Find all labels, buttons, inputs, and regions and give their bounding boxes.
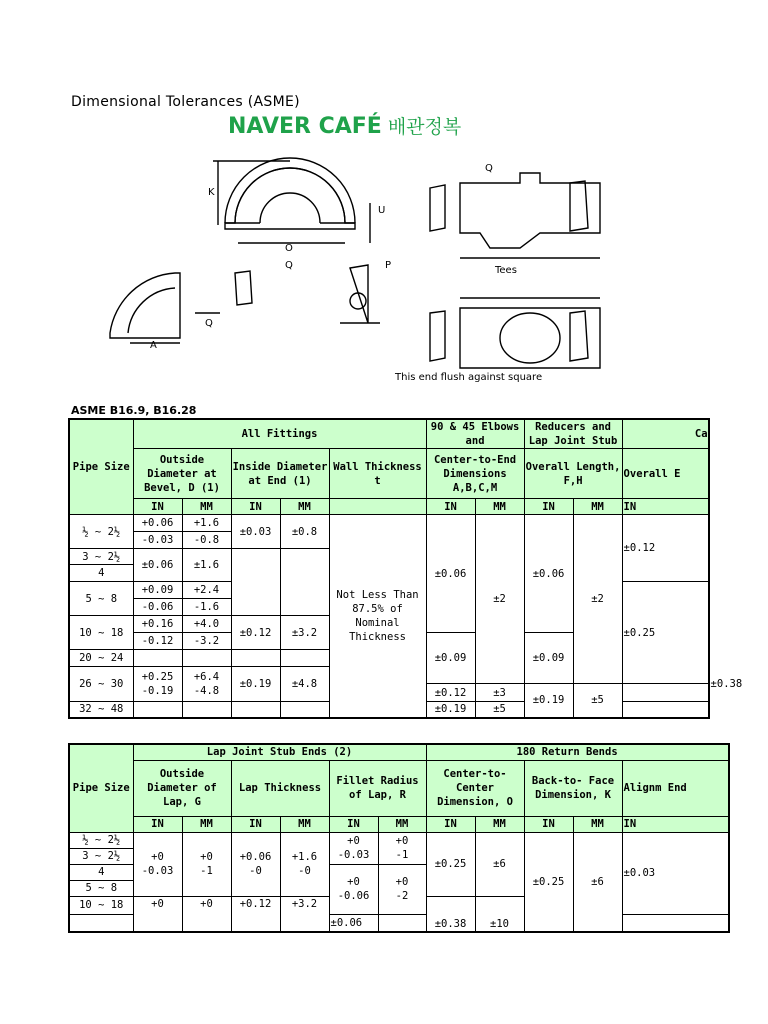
pipe-size-cell: 3 ~ 2½ <box>69 549 133 565</box>
fittings-table-wrap <box>68 418 743 728</box>
header-elbows: 90 & 45 Elbows and <box>426 419 524 449</box>
pipe-size-cell: 32 ~ 48 <box>69 702 133 718</box>
od-mm-b: -4.8 <box>193 685 220 697</box>
label-q-3: Q <box>485 163 493 174</box>
label-p: P <box>385 260 392 271</box>
table-cell <box>133 667 182 702</box>
header-wall-t: t <box>374 474 381 487</box>
header-caps: Ca <box>622 419 709 449</box>
table-cell: ±2 <box>573 515 622 684</box>
pipe-size-cell: 4 <box>69 565 133 582</box>
lt-in: +0.06 <box>239 851 272 863</box>
table-cell: +0.09 <box>133 582 182 599</box>
unit-mm: MM <box>182 816 231 832</box>
table-cell <box>182 650 231 667</box>
table-cell: +0.06 <box>133 515 182 532</box>
header-cte: Center-to-End Dimensions A,B,C,M <box>426 449 524 499</box>
table-cell: +0 <box>182 896 231 932</box>
table-cell: ±0.09 <box>426 633 475 684</box>
table-cell: ±0.8 <box>280 515 329 549</box>
table-cell: -0.8 <box>182 532 231 549</box>
table-cell: ±1.6 <box>182 549 231 582</box>
table-cell <box>182 702 231 718</box>
table-cell: ±6 <box>475 832 524 896</box>
table-cell: +4.0 <box>182 616 231 633</box>
table-cell <box>280 702 329 718</box>
table-cell: ±0.19 <box>524 684 573 718</box>
pipe-size-cell: 3 ~ 2½ <box>69 848 133 864</box>
pipe-size-cell: 5 ~ 8 <box>69 880 133 896</box>
lap-joint-table-wrap <box>68 743 687 930</box>
unit-mm: MM <box>475 499 524 515</box>
table-cell <box>280 832 329 896</box>
table-cell: -3.2 <box>182 633 231 650</box>
flush-note: This end flush against square <box>395 372 543 383</box>
fr-mm-2b: -2 <box>395 890 409 902</box>
table-cell: ±0.19 <box>426 702 475 718</box>
table-cell: ±3.2 <box>280 616 329 650</box>
table-cell: ±0.12 <box>231 616 280 650</box>
header-overall: Overall Length, F,H <box>524 449 622 499</box>
table-cell: ±0.06 <box>426 515 475 633</box>
unit-mm: MM <box>280 816 329 832</box>
table-cell: +1.6 <box>182 515 231 532</box>
tees-label: Tees <box>495 265 517 276</box>
table-cell: ±0.25 <box>524 832 573 932</box>
header-pipe-size: Pipe Size <box>69 744 133 832</box>
lt-mm: +1.6 <box>291 851 318 863</box>
pipe-size-cell: 10 ~ 18 <box>69 896 133 914</box>
table-cell: ±0.03 <box>231 515 280 549</box>
header-all-fittings: All Fittings <box>133 419 426 449</box>
table-cell <box>182 832 231 896</box>
lap-joint-tolerance-table <box>68 743 730 933</box>
unit-in: IN <box>524 816 573 832</box>
table-cell <box>329 864 378 914</box>
header-pipe-size: Pipe Size <box>69 419 133 515</box>
unit-mm: MM <box>182 499 231 515</box>
table-cell: ±5 <box>475 702 524 718</box>
table-cell <box>378 864 426 914</box>
unit-in: IN <box>622 816 729 832</box>
table-cell: ±0.03 <box>622 832 729 914</box>
fr-in-2b: -0.06 <box>337 890 370 902</box>
table-cell: -0.03 <box>133 532 182 549</box>
watermark <box>228 112 461 139</box>
unit-mm: MM <box>573 816 622 832</box>
table-cell <box>622 702 709 718</box>
fittings-tolerance-table: Pipe Size All Fittings 90 & 45 Elbows and Reducers and Lap Joint Stub Ca Outside Diameter at Bevel, D (1) Inside Diameter at End (1) Wall Thickness t Center-to-End Dimensions A,B,C,M Overall Length, F,H Overall E IN MM IN MM IN MM IN MM IN ½ ~ 2½ +0.06 +1.6 ±0.03 ±0.8 Not Less Than 87.5% of Nominal Thickness ±0.06 ±2 ±0.06 ±2 ±0.12 -0.03 -0.8 3 ~ 2½ ±0.06 ±1.6 4 5 ~ 8 +0.09 +2.4 ±0.25 -0.06 -1.6 10 ~ 18 +0.16 +4.0 ±0.12 ±3.2 -0.12 -3.2 ±0.09 ±0.09 20 ~ 24 26 ~ 30 +0.25 -0.19 +6.4 -4.8 ±0.19 ±4.8 ±0.38 ±0.12 ±3 ±0.19 ±5 32 ~ 48 ±0.19 ±5 <box>68 418 710 719</box>
label-k: K <box>208 187 215 198</box>
od-in: +0 <box>151 851 164 863</box>
table-cell: -0.12 <box>133 633 182 650</box>
watermark-korean: 배관정복 <box>387 116 462 138</box>
table-cell: +0.16 <box>133 616 182 633</box>
table-cell: ±0.19 <box>231 667 280 702</box>
table-cell: ±0.38 <box>426 896 475 932</box>
table-cell: ±0.06 <box>524 515 573 633</box>
header-btf: Back-to- Face Dimension, K <box>524 760 622 816</box>
table-cell: -0.06 <box>133 599 182 616</box>
table-cell: +2.4 <box>182 582 231 599</box>
unit-in: IN <box>133 816 182 832</box>
pipe-size-cell: 5 ~ 8 <box>69 582 133 616</box>
header-wall-label: Wall Thickness <box>333 460 422 473</box>
header-fillet: Fillet Radius of Lap, R <box>329 760 426 816</box>
table-cell: ±0.25 <box>426 832 475 896</box>
table-cell <box>231 650 280 667</box>
pipe-size-cell: 10 ~ 18 <box>69 616 133 650</box>
unit-in: IN <box>426 816 475 832</box>
header-lap-joint: Lap Joint Stub Ends (2) <box>133 744 426 760</box>
table-cell <box>182 667 231 702</box>
table-cell <box>133 832 182 896</box>
table-cell <box>378 832 426 864</box>
table-cell <box>280 549 329 616</box>
header-wall <box>329 449 426 499</box>
table-cell: ±6 <box>573 832 622 932</box>
spec-label: ASME B16.9, B16.28 <box>71 404 197 417</box>
od-in-b: -0.03 <box>141 865 174 877</box>
table-cell: ±0.09 <box>524 633 573 684</box>
table-cell <box>133 702 182 718</box>
unit-in: IN <box>329 816 378 832</box>
unit-mm: MM <box>280 499 329 515</box>
unit-in: IN <box>231 499 280 515</box>
unit-mm: MM <box>475 816 524 832</box>
table-cell <box>329 832 378 864</box>
pipe-size-cell <box>69 914 133 932</box>
header-return-bends: 180 Return Bends <box>426 744 729 760</box>
fr-in-1: +0 <box>347 835 360 847</box>
table-cell: ±0.06 <box>329 914 378 932</box>
label-u: U <box>378 205 386 216</box>
unit-in: IN <box>231 816 280 832</box>
unit-mm: MM <box>573 499 622 515</box>
table-cell: ±0.06 <box>133 549 182 582</box>
pipe-size-cell: ½ ~ 2½ <box>69 515 133 549</box>
table-cell: ±0.12 <box>622 515 709 582</box>
page-title: Dimensional Tolerances (ASME) <box>71 94 300 110</box>
od-in-a: +0.25 <box>141 671 174 683</box>
fr-mm-2: +0 <box>395 876 409 888</box>
header-lap-thickness: Lap Thickness <box>231 760 329 816</box>
table-cell: ±3 <box>475 684 524 702</box>
lt-mm-b: -0 <box>298 865 311 877</box>
table-cell: +0 <box>133 896 182 932</box>
pipe-size-cell: 4 <box>69 864 133 880</box>
label-a-1: A <box>150 340 157 351</box>
unit-in: IN <box>524 499 573 515</box>
lt-in-b: -0 <box>249 865 262 877</box>
table-cell: +3.2 <box>280 896 329 932</box>
table-cell: ±2 <box>475 515 524 684</box>
od-mm-b: -1 <box>200 865 213 877</box>
table-cell: ±4.8 <box>280 667 329 702</box>
table-cell <box>280 650 329 667</box>
od-mm: +0 <box>200 851 213 863</box>
table-cell: +0.12 <box>231 896 280 932</box>
header-id: Inside Diameter at End (1) <box>231 449 329 499</box>
table-cell: ±5 <box>573 684 622 718</box>
unit-mm: MM <box>378 816 426 832</box>
unit-in: IN <box>426 499 475 515</box>
table-cell: -1.6 <box>182 599 231 616</box>
table-cell: ±0.25 <box>622 582 709 684</box>
pipe-size-cell: 20 ~ 24 <box>69 650 133 667</box>
watermark-brand: NAVER CAFÉ <box>228 114 382 139</box>
fittings-drawing <box>100 143 622 393</box>
pipe-size-cell: ½ ~ 2½ <box>69 832 133 848</box>
label-q-1: Q <box>285 260 293 271</box>
fr-mm-1b: -1 <box>395 849 409 861</box>
table-cell <box>231 702 280 718</box>
header-od: Outside Diameter at Bevel, D (1) <box>133 449 231 499</box>
header-od-lap: Outside Diameter of Lap, G <box>133 760 231 816</box>
unit-in: IN <box>622 499 709 515</box>
unit-in: IN <box>133 499 182 515</box>
header-overall-trunc: Overall E <box>622 449 709 499</box>
fr-mm-1: +0 <box>395 835 409 847</box>
label-o: O <box>285 243 293 254</box>
table-cell <box>133 650 182 667</box>
header-reducers: Reducers and Lap Joint Stub <box>524 419 622 449</box>
od-in-b: -0.19 <box>141 685 174 697</box>
od-mm-a: +6.4 <box>193 671 220 683</box>
fr-in-2: +0 <box>347 876 360 888</box>
header-alignment: Alignm End <box>622 760 729 816</box>
fr-in-1b: -0.03 <box>337 849 370 861</box>
table-cell: ±10 <box>475 896 524 932</box>
table-cell <box>231 832 280 896</box>
wall-note: Not Less Than 87.5% of Nominal Thickness <box>329 515 426 718</box>
table-cell <box>231 549 280 616</box>
label-q-2: Q <box>205 318 213 329</box>
header-ctc: Center-to-Center Dimension, O <box>426 760 524 816</box>
pipe-size-cell: 26 ~ 30 <box>69 667 133 702</box>
table-cell: ±0.12 <box>426 684 475 702</box>
unit-blank <box>329 499 426 515</box>
